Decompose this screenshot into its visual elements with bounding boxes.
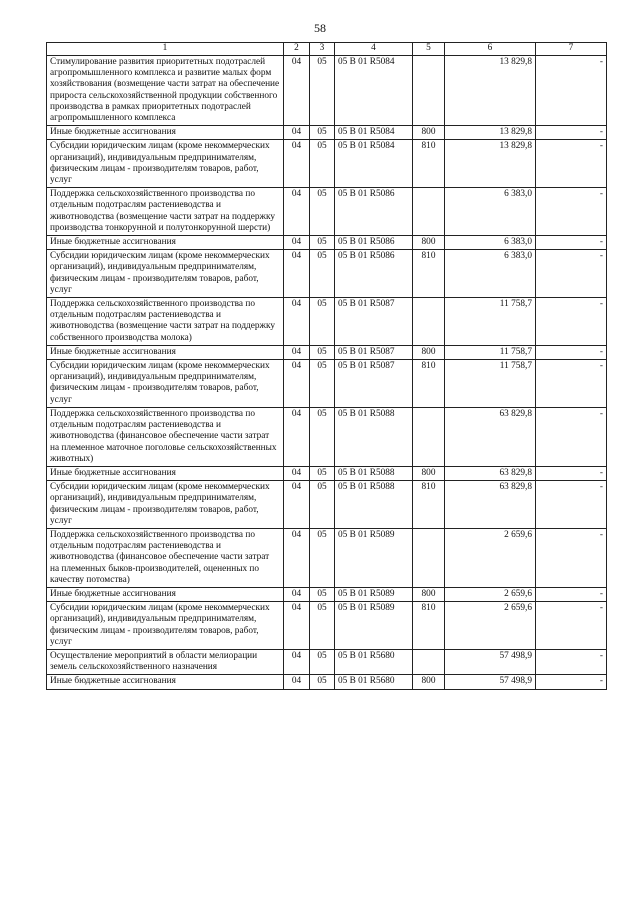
section-code: 04 xyxy=(284,587,310,601)
item-name: Иные бюджетные ассигнования xyxy=(47,236,284,250)
amount: 57 498,9 xyxy=(445,649,536,674)
expense-type-code: 810 xyxy=(413,481,445,529)
expense-type-code: 810 xyxy=(413,602,445,650)
column-7-value: - xyxy=(536,602,607,650)
section-code: 04 xyxy=(284,360,310,408)
column-number-row xyxy=(47,43,607,56)
target-article-code: 05 В 01 R5084 xyxy=(335,56,413,126)
amount: 6 383,0 xyxy=(445,188,536,236)
table-row xyxy=(47,602,607,650)
section-code: 04 xyxy=(284,250,310,298)
expense-type-code xyxy=(413,56,445,126)
section-code: 04 xyxy=(284,649,310,674)
table-body xyxy=(47,56,607,690)
subsection-code: 05 xyxy=(310,528,335,587)
subsection-code: 05 xyxy=(310,345,335,359)
table-row xyxy=(47,236,607,250)
target-article-code: 05 В 01 R5089 xyxy=(335,528,413,587)
column-7-value: - xyxy=(536,188,607,236)
subsection-code: 05 xyxy=(310,188,335,236)
column-7-value: - xyxy=(536,140,607,188)
column-7-value: - xyxy=(536,481,607,529)
section-code: 04 xyxy=(284,188,310,236)
column-header: 6 xyxy=(445,43,536,56)
expense-type-code: 800 xyxy=(413,126,445,140)
item-name: Субсидии юридическим лицам (кроме некоммерческих организаций), индивидуальным предпринимателям, физическим лицам - производителям товаров, работ, услуг xyxy=(47,602,284,650)
table-row xyxy=(47,407,607,466)
target-article-code: 05 В 01 R5680 xyxy=(335,675,413,689)
amount: 63 829,8 xyxy=(445,481,536,529)
column-header: 7 xyxy=(536,43,607,56)
section-code: 04 xyxy=(284,407,310,466)
item-name: Поддержка сельскохозяйственного производства по отдельным подотраслям растениеводства и животноводства (финансовое обеспечение части затрат на племенное маточное поголовье сельскохозяйственных животных) xyxy=(47,407,284,466)
section-code: 04 xyxy=(284,481,310,529)
column-header: 5 xyxy=(413,43,445,56)
section-code: 04 xyxy=(284,140,310,188)
table-row xyxy=(47,466,607,480)
table-row xyxy=(47,587,607,601)
subsection-code: 05 xyxy=(310,481,335,529)
column-7-value: - xyxy=(536,587,607,601)
column-header: 4 xyxy=(335,43,413,56)
item-name: Субсидии юридическим лицам (кроме некоммерческих организаций), индивидуальным предпринимателям, физическим лицам - производителям товаров, работ, услуг xyxy=(47,140,284,188)
section-code: 04 xyxy=(284,56,310,126)
section-code: 04 xyxy=(284,675,310,689)
target-article-code: 05 В 01 R5084 xyxy=(335,126,413,140)
column-7-value: - xyxy=(536,126,607,140)
section-code: 04 xyxy=(284,298,310,346)
budget-table xyxy=(46,42,607,690)
expense-type-code: 800 xyxy=(413,236,445,250)
subsection-code: 05 xyxy=(310,298,335,346)
expense-type-code: 810 xyxy=(413,360,445,408)
amount: 63 829,8 xyxy=(445,407,536,466)
table-row xyxy=(47,481,607,529)
expense-type-code: 810 xyxy=(413,250,445,298)
table-row xyxy=(47,250,607,298)
target-article-code: 05 В 01 R5088 xyxy=(335,407,413,466)
amount: 11 758,7 xyxy=(445,345,536,359)
target-article-code: 05 В 01 R5086 xyxy=(335,188,413,236)
section-code: 04 xyxy=(284,528,310,587)
subsection-code: 05 xyxy=(310,602,335,650)
section-code: 04 xyxy=(284,236,310,250)
item-name: Субсидии юридическим лицам (кроме некоммерческих организаций), индивидуальным предпринимателям, физическим лицам - производителям товаров, работ, услуг xyxy=(47,360,284,408)
target-article-code: 05 В 01 R5088 xyxy=(335,481,413,529)
subsection-code: 05 xyxy=(310,140,335,188)
table-row xyxy=(47,649,607,674)
column-header: 2 xyxy=(284,43,310,56)
section-code: 04 xyxy=(284,466,310,480)
column-header: 1 xyxy=(47,43,284,56)
amount: 13 829,8 xyxy=(445,56,536,126)
target-article-code: 05 В 01 R5087 xyxy=(335,298,413,346)
item-name: Субсидии юридическим лицам (кроме некоммерческих организаций), индивидуальным предпринимателям, физическим лицам - производителям товаров, работ, услуг xyxy=(47,481,284,529)
subsection-code: 05 xyxy=(310,360,335,408)
page-number: 58 xyxy=(314,21,326,35)
item-name: Субсидии юридическим лицам (кроме некоммерческих организаций), индивидуальным предпринимателям, физическим лицам - производителям товаров, работ, услуг xyxy=(47,250,284,298)
subsection-code: 05 xyxy=(310,675,335,689)
column-7-value: - xyxy=(536,528,607,587)
column-7-value: - xyxy=(536,298,607,346)
table-row xyxy=(47,140,607,188)
target-article-code: 05 В 01 R5089 xyxy=(335,587,413,601)
table-row xyxy=(47,528,607,587)
section-code: 04 xyxy=(284,602,310,650)
item-name: Поддержка сельскохозяйственного производства по отдельным подотраслям растениеводства и животноводства (возмещение части затрат на поддержку собственного производства молока) xyxy=(47,298,284,346)
target-article-code: 05 В 01 R5086 xyxy=(335,236,413,250)
amount: 13 829,8 xyxy=(445,140,536,188)
column-7-value: - xyxy=(536,56,607,126)
expense-type-code: 800 xyxy=(413,675,445,689)
subsection-code: 05 xyxy=(310,250,335,298)
subsection-code: 05 xyxy=(310,56,335,126)
target-article-code: 05 В 01 R5084 xyxy=(335,140,413,188)
item-name: Поддержка сельскохозяйственного производства по отдельным подотраслям растениеводства и животноводства (финансовое обеспечение части затрат на племенных быков-производителей, оцененных по качеству потомства) xyxy=(47,528,284,587)
column-7-value: - xyxy=(536,407,607,466)
expense-type-code xyxy=(413,528,445,587)
expense-type-code xyxy=(413,188,445,236)
item-name: Осуществление мероприятий в области мелиорации земель сельскохозяйственного назначения xyxy=(47,649,284,674)
column-7-value: - xyxy=(536,675,607,689)
amount: 2 659,6 xyxy=(445,587,536,601)
column-7-value: - xyxy=(536,466,607,480)
expense-type-code: 800 xyxy=(413,345,445,359)
table-row xyxy=(47,298,607,346)
item-name: Иные бюджетные ассигнования xyxy=(47,126,284,140)
subsection-code: 05 xyxy=(310,466,335,480)
column-7-value: - xyxy=(536,649,607,674)
item-name: Иные бюджетные ассигнования xyxy=(47,345,284,359)
amount: 2 659,6 xyxy=(445,602,536,650)
amount: 57 498,9 xyxy=(445,675,536,689)
target-article-code: 05 В 01 R5086 xyxy=(335,250,413,298)
subsection-code: 05 xyxy=(310,407,335,466)
amount: 11 758,7 xyxy=(445,360,536,408)
expense-type-code xyxy=(413,298,445,346)
item-name: Иные бюджетные ассигнования xyxy=(47,587,284,601)
column-7-value: - xyxy=(536,250,607,298)
item-name: Стимулирование развития приоритетных подотраслей агропромышленного комплекса и развитие малых форм хозяйствования (возмещение части затрат на обеспечение прироста сельскохозяйственной продукции собственного производства в рамках приоритетных подотраслей агропромышленного комплекса xyxy=(47,56,284,126)
amount: 6 383,0 xyxy=(445,250,536,298)
expense-type-code xyxy=(413,649,445,674)
amount: 11 758,7 xyxy=(445,298,536,346)
item-name: Иные бюджетные ассигнования xyxy=(47,466,284,480)
subsection-code: 05 xyxy=(310,126,335,140)
section-code: 04 xyxy=(284,345,310,359)
column-header: 3 xyxy=(310,43,335,56)
subsection-code: 05 xyxy=(310,649,335,674)
table-row xyxy=(47,675,607,689)
target-article-code: 05 В 01 R5088 xyxy=(335,466,413,480)
table-row xyxy=(47,126,607,140)
expense-type-code xyxy=(413,407,445,466)
target-article-code: 05 В 01 R5087 xyxy=(335,345,413,359)
amount: 63 829,8 xyxy=(445,466,536,480)
amount: 6 383,0 xyxy=(445,236,536,250)
expense-type-code: 800 xyxy=(413,466,445,480)
column-7-value: - xyxy=(536,236,607,250)
subsection-code: 05 xyxy=(310,587,335,601)
item-name: Иные бюджетные ассигнования xyxy=(47,675,284,689)
target-article-code: 05 В 01 R5087 xyxy=(335,360,413,408)
amount: 2 659,6 xyxy=(445,528,536,587)
expense-type-code: 810 xyxy=(413,140,445,188)
table-row xyxy=(47,56,607,126)
column-7-value: - xyxy=(536,345,607,359)
expense-type-code: 800 xyxy=(413,587,445,601)
amount: 13 829,8 xyxy=(445,126,536,140)
target-article-code: 05 В 01 R5089 xyxy=(335,602,413,650)
target-article-code: 05 В 01 R5680 xyxy=(335,649,413,674)
subsection-code: 05 xyxy=(310,236,335,250)
table-row xyxy=(47,360,607,408)
column-7-value: - xyxy=(536,360,607,408)
table-row xyxy=(47,188,607,236)
table-row xyxy=(47,345,607,359)
item-name: Поддержка сельскохозяйственного производства по отдельным подотраслям растениеводства и животноводства (возмещение части затрат на поддержку производства тонкорунной и полутонкорунной шерсти) xyxy=(47,188,284,236)
section-code: 04 xyxy=(284,126,310,140)
